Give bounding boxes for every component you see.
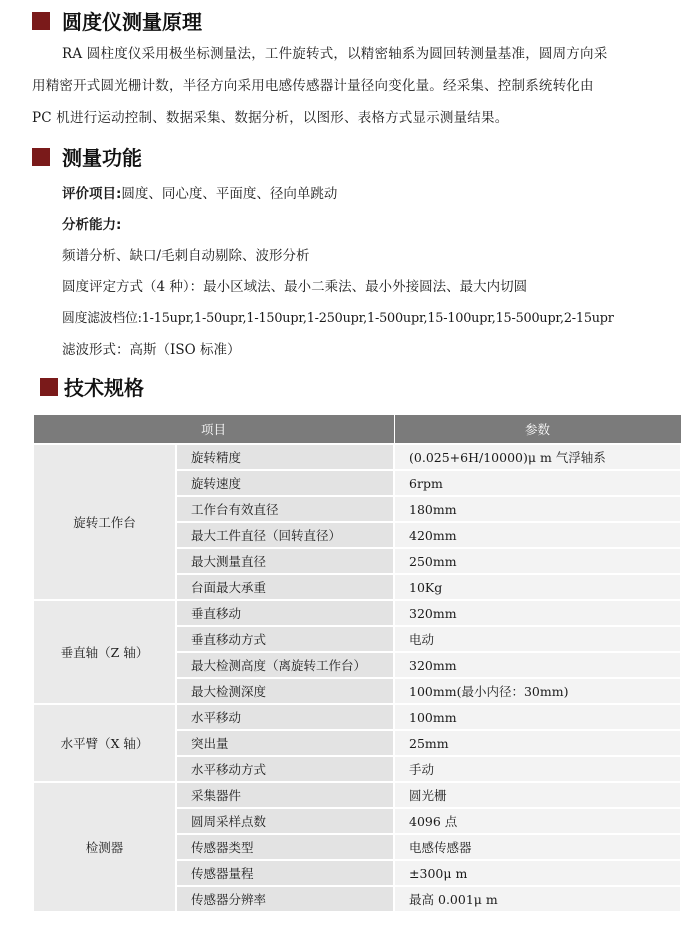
header-param: 参数	[394, 415, 681, 445]
item-cell: 圆周采样点数	[176, 808, 394, 834]
value-cell: 420mm	[394, 522, 681, 548]
value-cell: 手动	[394, 756, 681, 782]
section-title: 圆度仪测量原理	[62, 10, 202, 34]
value-cell: 320mm	[394, 652, 681, 678]
spec-table	[32, 414, 682, 913]
value-cell: 最高 0.001μ m	[394, 886, 681, 912]
eval-items-line	[62, 182, 337, 202]
analysis-line-1: 频谱分析、缺口/毛刺自动剔除、波形分析	[62, 248, 310, 264]
analysis-line-2: 圆度评定方式（4 种）：最小区域法、最小二乘法、最小外接圆法、最大内切圆	[62, 279, 528, 295]
item-cell: 最大检测深度	[176, 678, 394, 704]
value-cell: 100mm(最小内径：30mm)	[394, 678, 681, 704]
group-label: 检测器	[33, 782, 176, 912]
section-heading-principle	[32, 6, 202, 35]
item-cell: 工作台有效直径	[176, 496, 394, 522]
value-cell: 180mm	[394, 496, 681, 522]
heading-square-icon	[40, 378, 58, 396]
item-cell: 垂直移动	[176, 600, 394, 626]
section-title: 技术规格	[64, 376, 144, 400]
item-cell: 旋转速度	[176, 470, 394, 496]
item-cell: 传感器类型	[176, 834, 394, 860]
eval-value: 圆度、同心度、平面度、径向单跳动	[121, 186, 338, 202]
eval-label: 评价项目:	[62, 186, 122, 202]
principle-line-2: 用精密开式圆光栅计数，半径方向采用电感传感器计量径向变化量。经采集、控制系统转化由	[32, 78, 594, 94]
table-header-row	[33, 415, 681, 445]
item-cell: 最大检测高度（离旋转工作台）	[176, 652, 394, 678]
section-heading-functions	[32, 142, 142, 171]
table-row	[33, 444, 681, 470]
item-cell: 垂直移动方式	[176, 626, 394, 652]
value-cell: 4096 点	[394, 808, 681, 834]
analysis-label: 分析能力:	[62, 217, 122, 233]
item-cell: 水平移动方式	[176, 756, 394, 782]
item-cell: 台面最大承重	[176, 574, 394, 600]
item-cell: 水平移动	[176, 704, 394, 730]
item-cell: 旋转精度	[176, 444, 394, 470]
section-heading-specs	[40, 372, 144, 401]
table-row	[33, 704, 681, 730]
header-item: 项目	[33, 415, 394, 445]
value-cell: 6rpm	[394, 470, 681, 496]
table-row	[33, 600, 681, 626]
item-cell: 采集器件	[176, 782, 394, 808]
value-cell: 电感传感器	[394, 834, 681, 860]
group-label: 旋转工作台	[33, 444, 176, 600]
value-cell: ±300μ m	[394, 860, 681, 886]
analysis-line-4: 滤波形式：高斯（ISO 标准）	[62, 342, 241, 358]
value-cell: 320mm	[394, 600, 681, 626]
value-cell: 圆光栅	[394, 782, 681, 808]
group-label: 水平臂（X 轴）	[33, 704, 176, 782]
heading-square-icon	[32, 12, 50, 30]
value-cell: 25mm	[394, 730, 681, 756]
analysis-label-line	[62, 213, 121, 233]
principle-line-3: PC 机进行运动控制、数据采集、数据分析，以图形、表格方式显示测量结果。	[32, 110, 509, 126]
value-cell: (0.025+6H/10000)μ m 气浮轴系	[394, 444, 681, 470]
value-cell: 100mm	[394, 704, 681, 730]
item-cell: 传感器分辨率	[176, 886, 394, 912]
item-cell: 突出量	[176, 730, 394, 756]
item-cell: 最大工件直径（回转直径）	[176, 522, 394, 548]
table-row	[33, 782, 681, 808]
group-label: 垂直轴（Z 轴）	[33, 600, 176, 704]
section-title: 测量功能	[62, 146, 142, 170]
item-cell: 传感器量程	[176, 860, 394, 886]
value-cell: 250mm	[394, 548, 681, 574]
analysis-line-3: 圆度滤波档位:1-15upr,1-50upr,1-150upr,1-250upr,1-500upr,15-100upr,15-500upr,2-15upr	[62, 311, 614, 326]
heading-square-icon	[32, 148, 50, 166]
item-cell: 最大测量直径	[176, 548, 394, 574]
value-cell: 10Kg	[394, 574, 681, 600]
principle-line-1: RA 圆柱度仪采用极坐标测量法，工件旋转式，以精密轴系为圆回转测量基准，圆周方向采	[62, 46, 608, 62]
value-cell: 电动	[394, 626, 681, 652]
